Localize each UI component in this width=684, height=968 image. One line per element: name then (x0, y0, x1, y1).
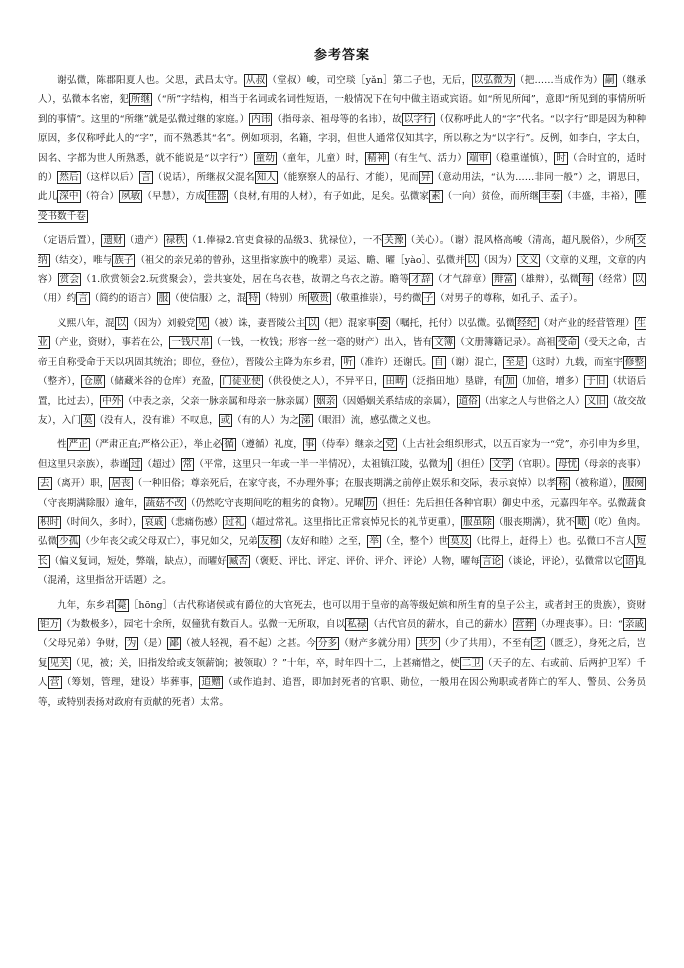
boxed-term: 素 (431, 191, 441, 203)
boxed-term: 义旧 (586, 395, 606, 407)
boxed-term: 族子 (114, 254, 134, 266)
boxed-term: 循 (224, 439, 234, 451)
boxed-term: 蔬菇不改 (145, 497, 185, 509)
boxed-term: 言 (141, 172, 151, 184)
boxed-term: 至是 (505, 356, 525, 368)
boxed-term: 遗财 (103, 235, 123, 247)
boxed-term: 受命 (557, 337, 578, 349)
boxed-term: 亲戚 (624, 618, 645, 630)
boxed-term: 居丧 (111, 478, 131, 490)
paragraph-2: （定语后置）， 遗财 （遗产） 禄秩 （1.俸禄2.官吏食禄的品级3、犹禄位），一不 关豫 （关心）。（谢）混风格高峻（清高，超凡脱俗），少所 交纳 （结交），唯与 族子 （祖父的亲兄弟的曾孙，这里指家族中的晚辈）灵运、瞻、曜［yào］、弘微并 以 （因为） 文义 （文章的义理，文章的内容） 赏会 （1.欣赏领会2.玩赏聚会），尝共宴处，居在乌衣巷，故谓之乌衣之游。瞻等 才辞 （才气辞章） 辩富 （雄辩），弘微 每 （经常） 以（用）约 言 （简约的语言） 服 （使信服）之，混 特 （特别）所 敬贵 （敬重推崇），号约微 子 （对男子的尊称，如孔子、孟子）。 (38, 235, 647, 305)
boxed-term: 道俗 (458, 395, 478, 407)
boxed-term: 委 (378, 317, 389, 329)
boxed-term: 姻亲 (316, 395, 336, 407)
boxed-term: 见关 (49, 657, 69, 669)
boxed-term: 交纳 (38, 235, 647, 266)
boxed-term: 钜万 (40, 618, 60, 630)
boxed-term: 党 (385, 439, 395, 451)
boxed-term: 生业 (38, 317, 647, 349)
boxed-term: 才辞 (411, 274, 431, 286)
boxed-term: 一钱尺帛 (171, 337, 210, 349)
paragraph-5: 九年，东乡君 薨 ［hōng］（古代称诸侯或有爵位的大官死去，也可以用于皇帝的高等级妃嫔和所生育的皇子公主，或者封王的贵族），资财钜万 （为数极多），园宅十余所，奴僮犹有数百人。弘微一无所取，自以 私禄 （古代官员的薪水，自己的薪水） 营葬 （办理丧事）。曰：“ 亲戚（父母兄弟）争财， 为 （是） 鄙 （被人轻视，看不起）之甚。今 分多 （财产多就分用） 共少 （少了共用），不至有 乏 （匮乏），身死之后，岂复 见关 （见，被；关，旧指发给或支领薪饷；被领取）？”十年，卒，时年四十二，上甚痛惜之，使 二卫 （天子的左、右或前、后两护卫军）千人 营 （筹划，管理，建设）毕葬事， 追赠 （或作追封、追晋，即加封死者的官职、勋位，一般用在因公殉职或者阵亡的军人、警员、公务员等，或特别表扬对政府有贡献的死者）太常。 (38, 599, 647, 708)
boxed-term: 中外 (102, 395, 122, 407)
boxed-term: 唯受书数千卷 (38, 191, 647, 222)
boxed-term: 服阕 (624, 478, 645, 490)
boxed-term: 事 (304, 439, 315, 451)
boxed-term: 乏 (533, 638, 543, 650)
boxed-term: 分多 (317, 638, 338, 650)
paragraph-4: 性 严正 （严肃正直;严格公正），举止必 循 （遵循）礼度， 事 （侍奉）继亲之 党 （上古社会组织形式，以五百家为一“党”，亦引申为乡里，但这里只亲族），恭谨 过 （超过） 常 （平常，这里只一年或一半一半情况），太祖镇江陵，弘微为 （担任） 文学 （官职）。 母忧 （母亲的丧事）去 （离开）职， 居丧 （一种旧俗；尊亲死后，在家守丧，不办理外事；在服丧期满之前停止娱乐和交际，表示哀悼）以孝 称 （被称道）， 服阕（守丧期满除服）逾年， 蔬菇不改 （仍然吃守丧期间吃的粗劣的食物）。兄曜 历 （担任：先后担任各种官职）御史中丞，元嘉四年卒。弘微蔬食积时 （时间久，多时）， 哀戚 （悲痛伤感） 过礼 （超过常礼。这里指比正常哀悼兄长的礼节更重）， 服虽除 （服丧期满），犹不 噉 （吃）鱼肉。弘微 少孤 （少年丧父或父母双亡），事兄如父，兄弟 友穆 （友好和睦）之至， 举 （全，整个）世 莫及 （比得上，赶得上）也。弘微口不言人 短长 （偏义复词，短处，弊端，缺点），而曜好 臧否 （褒贬、评比、评定、评价、评介、评论）人物，曜每 言论 （谈论，评论），弘微常以它 语 乱（混淆，这里指岔开话题）之。 (38, 439, 647, 587)
boxed-term: 文学 (491, 458, 511, 470)
boxed-term: 言 (78, 293, 88, 305)
boxed-term: 然后 (59, 172, 79, 184)
boxed-term: 哀戚 (144, 516, 164, 528)
boxed-term: 异 (420, 172, 431, 184)
boxed-term: 佳器 (207, 191, 227, 203)
boxed-term: 禄秩 (165, 235, 186, 247)
boxed-term: 服 (158, 293, 169, 305)
boxed-term: 精神 (367, 152, 387, 164)
boxed-term: 常 (182, 458, 193, 470)
boxed-term: 每 (581, 274, 592, 286)
boxed-term: 历 (365, 497, 376, 509)
boxed-term: 莫 (82, 414, 93, 426)
boxed-term: 噉 (577, 516, 587, 528)
boxed-term: 少孤 (59, 536, 79, 548)
boxed-term: 涕 (301, 414, 311, 426)
page-title: 参考答案 (313, 48, 370, 63)
boxed-term: 或 (220, 414, 231, 426)
boxed-term: 特 (248, 293, 259, 305)
boxed-term: 以 (466, 254, 477, 266)
boxed-term: 知人 (256, 172, 277, 184)
boxed-term: 童幼 (255, 152, 276, 164)
paragraph-3: 义熙八年，混 以 （因为）刘毅党 见 （被）诛，妻晋陵公主 以 （把）混家事 委 （嘱托，托付）以弘微。弘微 经纪 （对产业的经营管理） 生业 （产业，资财），事若在公， 一钱尺帛 （一钱，一枚钱；形容一丝一毫的财产）出入，皆有 文簿 （文册簿籍记录）。高祖 受命 （受天之命，古帝王自称受命于天以巩固其统治；即位，登位），晋陵公主降为东乡君， 听 （准许）还谢氏。 自 （谢）混亡， 至是 （这时）九载，而室宇 修整（整齐）， 仓廪 （储藏米谷的仓库）充盈， 门徒业使 （供役使之人），不异平日， 田畴 （泛指田地）垦辟，有 加 （加倍，增多） 于旧 （状语后置，比过去）， 中外 （中表之亲，父亲一脉亲属和母亲一脉亲属） 姻亲 （因婚姻关系结成的亲属）， 道俗 （出家之人与世俗之人） 义旧 （故交故友），入门 莫 （没有人，没有谁）不叹息， 或 （有的人）为之 涕 （眼泪）流，感弘微之义也。 (38, 317, 647, 426)
boxed-term: 深中 (59, 191, 79, 203)
boxed-term: 丰泰 (540, 191, 561, 203)
boxed-term: 共少 (418, 638, 438, 650)
boxed-term: 见 (197, 317, 208, 329)
boxed-term: 过 (130, 458, 141, 470)
boxed-term: 友穆 (259, 536, 280, 548)
boxed-term: 短长 (38, 536, 646, 567)
boxed-term: 田畴 (385, 376, 405, 388)
boxed-term: 严正 (68, 439, 88, 451)
boxed-term: 子 (423, 293, 434, 305)
boxed-term: 为 (126, 638, 137, 650)
boxed-term: 营葬 (514, 618, 535, 630)
boxed-term: 以弘微为 (473, 75, 513, 86)
paragraph-1: 谢弘微，陈郡阳夏人也。父思，武昌太守。 从叔 （堂叔）峻，司空琰［yǎn］第二子也，无后， 以弘微为 （把……当成作为） 嗣 （继承人），弘微本名密，犯 所继 （“所”字结构，相当于名词或名词性短语，一般情况下在句中做主语或宾语。如“所见所闻”，意即“所见到的事情所听到的事情”。这里的“所继”就是弘微过继的家庭。） 内讳 （指母亲、祖母等的名讳），故 以字行 （仅称呼此人的“字”代名。“以字行”即是因为种种原因，多仅称呼此人的“字”，而不熟悉其“名”。例如项羽，名籍，字羽，但世人通常仅知其字，所以称之为“以字行”。反例，如李白，字太白，因名、字都为世人所熟悉，就不能说是“以字行”） 童幼 （童年，儿童）时， 精神 （有生气、活力） 端审 （稳重谨慎）， 时 （合时宜的，适时的） 然后 （这样以后） 言 （说话），所继叔父混名 知人 （能察察人的品行、才能），见而 异 （意动用法，“认为……非同一般”）之，谓思曰，此儿 深中 （符合） 夙敏 （早慧），方成 佳器 （良材,有用的人材），有子如此，足矣。弘微家 素 （一向）贫俭，而所继 丰泰 （丰盛，丰裕）， 唯受书数千卷 (38, 75, 647, 222)
boxed-term: 文义 (519, 254, 539, 266)
boxed-term: 内讳 (251, 113, 271, 125)
boxed-term: 母忧 (557, 458, 578, 470)
boxed-term: 言论 (481, 555, 502, 567)
boxed-term: 关豫 (384, 235, 404, 247)
boxed-term: 所继 (131, 94, 151, 106)
boxed-term: 营 (49, 677, 60, 689)
boxed-term: 举 (369, 536, 380, 548)
boxed-term: 经纪 (517, 317, 537, 329)
boxed-term (448, 458, 452, 471)
boxed-term: 嗣 (605, 75, 615, 86)
boxed-term: 积时 (40, 516, 60, 528)
boxed-term: 莫及 (450, 536, 470, 548)
boxed-term: 门徒业使 (222, 376, 261, 388)
boxed-term: 加 (505, 376, 515, 388)
boxed-term: 夙敏 (121, 191, 141, 203)
boxed-term: 去 (40, 478, 50, 490)
boxed-term: 赏会 (59, 274, 80, 286)
boxed-term: 薨 (117, 599, 127, 611)
boxed-term: 以字行 (403, 113, 433, 125)
boxed-term: 仓廪 (83, 376, 103, 388)
boxed-term: 语 (624, 555, 635, 567)
answer-page (38, 44, 646, 717)
boxed-term: 臧否 (228, 555, 249, 567)
boxed-term: 时 (556, 152, 567, 164)
boxed-term: 辩富 (493, 274, 514, 286)
boxed-term: 于旧 (586, 376, 606, 388)
boxed-term: 称 (558, 478, 568, 490)
boxed-term: 从叔 (245, 75, 266, 86)
boxed-term: 敬贵 (309, 293, 329, 305)
boxed-term: 文簿 (434, 337, 454, 349)
boxed-term: 以 (307, 317, 318, 329)
boxed-term: 过礼 (224, 516, 245, 528)
boxed-term: 鄙 (169, 638, 179, 650)
boxed-term: 端审 (468, 152, 489, 164)
boxed-term: 听 (343, 356, 353, 368)
boxed-term: 二卫 (461, 657, 481, 669)
boxed-term: 以 (116, 317, 127, 329)
boxed-term: 自 (433, 356, 444, 368)
boxed-term: 以 (634, 274, 645, 286)
boxed-term: 私禄 (347, 618, 367, 630)
boxed-term: 修整 (624, 356, 645, 368)
boxed-term: 追赠 (201, 677, 222, 689)
boxed-term: 服虽除 (463, 516, 492, 528)
